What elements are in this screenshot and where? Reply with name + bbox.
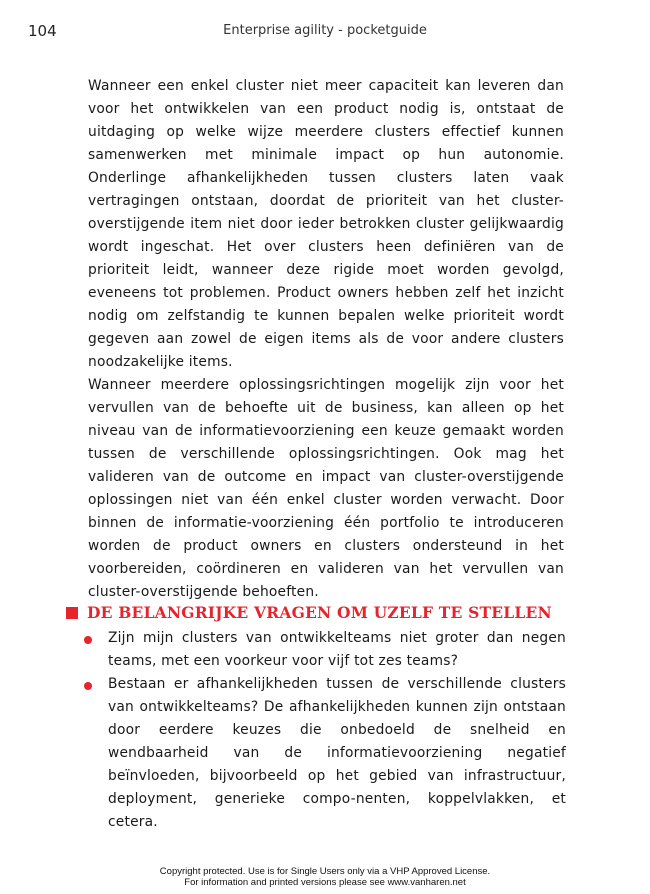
list-item <box>82 627 566 673</box>
page-number: 104 <box>28 22 57 40</box>
bullet-dot-icon <box>84 636 92 644</box>
section-heading-text: DE BELANGRIJKE VRAGEN OM UZELF TE STELLEN <box>87 603 552 622</box>
list-item-text: Bestaan er afhankelijkheden tussen de verschillende clusters van ontwikkelteams? De afhankelijkheden kunnen zijn ontstaan door eerdere keuzes die onbedoeld de snelheid en wendbaarheid van de informatievoorziening negatief beïnvloeden, bijvoorbeeld op het gebied van infrastructuur, deployment, generieke compo-nenten, koppelvlakken, et cetera. <box>108 676 566 830</box>
footer-line: For information and printed versions please see www.vanharen.net <box>184 877 466 888</box>
question-list <box>82 627 566 834</box>
footer-line: Copyright protected. Use is for Single Users only via a VHP Approved License. <box>159 866 491 877</box>
bullet-dot-icon <box>84 682 92 690</box>
section-heading <box>66 603 586 622</box>
copyright-footer <box>0 866 650 888</box>
running-header: Enterprise agility - pocketguide <box>223 23 427 38</box>
body-paragraph: Wanneer een enkel cluster niet meer capaciteit kan leveren dan voor het ontwikkelen van een product nodig is, ontstaat de uitdaging op welke wijze meerdere clusters effectief kunnen samenwerken met minimale impact op hun autonomie. Onderlinge afhankelijkheden tussen clusters laten vaak vertragingen ontstaan, doordat de prioriteit van het cluster-overstijgende item niet door ieder betrokken cluster gelijkwaardig wordt ingeschat. Het over clusters heen definiëren van de prioriteit leidt, wanneer deze rigide moet worden gevolgd, eveneens tot problemen. Product owners hebben zelf het inzicht nodig om zelfstandig te kunnen bepalen welke prioriteit wordt gegeven aan zowel de eigen items als de voor andere clusters noodzakelijke items. <box>88 78 564 370</box>
list-item-text: Zijn mijn clusters van ontwikkelteams niet groter dan negen teams, met een voorkeur voor vijf tot zes teams? <box>108 630 566 669</box>
body-text <box>88 75 564 604</box>
list-item <box>82 673 566 834</box>
square-bullet-icon <box>66 607 78 619</box>
body-paragraph: Wanneer meerdere oplossingsrichtingen mogelijk zijn voor het vervullen van de behoefte uit de business, kan alleen op het niveau van de informatievoorziening een keuze gemaakt worden tussen de verschillende oplossingsrichtingen. Ook mag het valideren van de outcome en impact van cluster-overstijgende oplossingen niet van één enkel cluster worden verwacht. Door binnen de informatie-voorziening één portfolio te introduceren worden de product owners en clusters ondersteund in het voorbereiden, coördineren en valideren van het vervullen van cluster-overstijgende behoeften. <box>88 377 564 600</box>
